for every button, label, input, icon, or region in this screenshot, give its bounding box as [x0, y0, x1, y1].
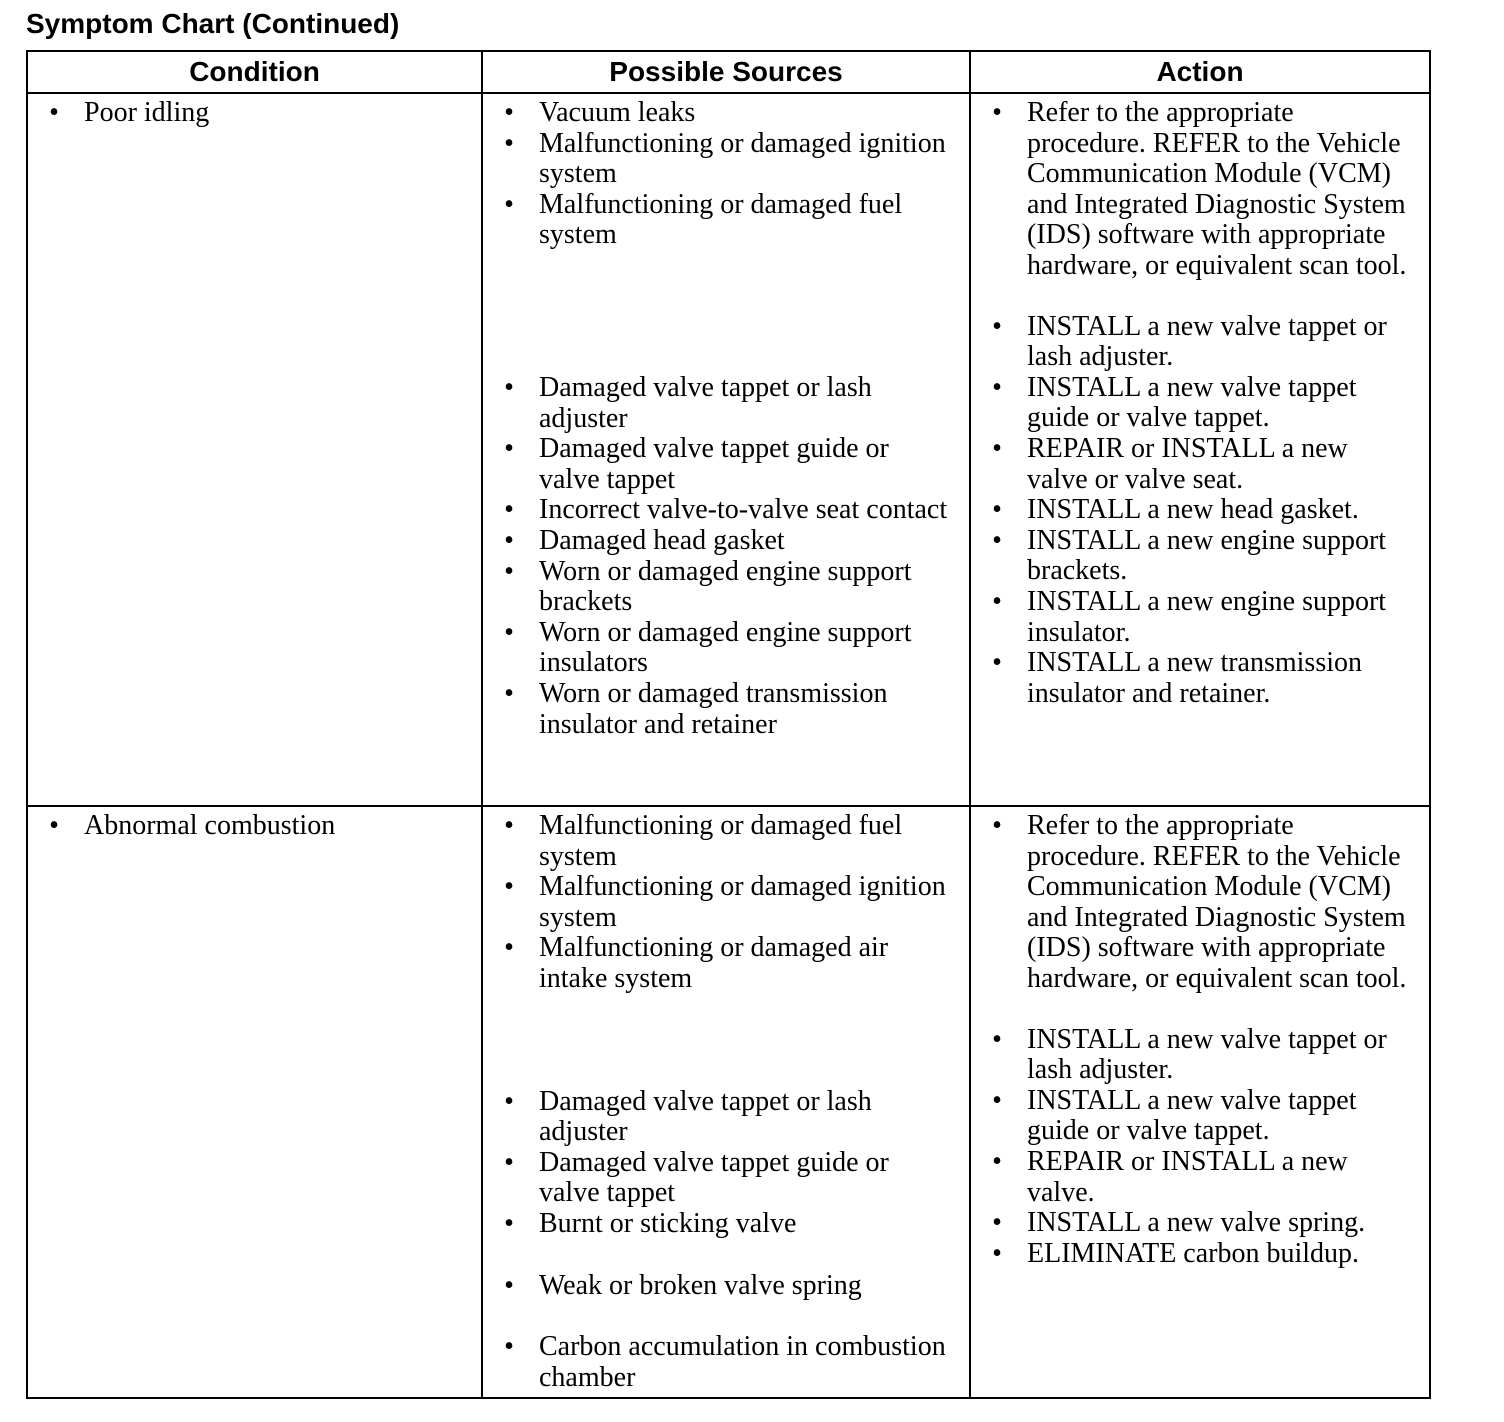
action-text: INSTALL a new valve tappet guide or valve tappet.	[1027, 371, 1357, 434]
list-item	[495, 1148, 955, 1209]
bullet-icon: •	[504, 188, 514, 220]
action-text: INSTALL a new valve tappet or lash adjuster.	[1027, 310, 1387, 373]
list-item	[983, 811, 1415, 995]
actions-list	[983, 811, 1415, 1269]
bullet-icon: •	[504, 494, 514, 526]
action-text: Refer to the appropriate procedure. REFER to the Vehicle Communication Module (VCM) and Integrated Diagnostic System (IDS) software with appropriate hardware, or equivalent scan tool.	[1027, 810, 1407, 994]
table-row	[27, 93, 1430, 806]
bullet-icon: •	[992, 1145, 1002, 1177]
list-item	[983, 1025, 1415, 1086]
source-text: Malfunctioning or damaged fuel system	[539, 188, 903, 251]
list-item	[495, 190, 955, 251]
condition-list	[40, 811, 467, 842]
bullet-icon: •	[992, 1084, 1002, 1116]
action-text: INSTALL a new valve spring.	[1027, 1207, 1366, 1239]
list-item	[495, 495, 955, 526]
action-text: REPAIR or INSTALL a new valve or valve seat.	[1027, 432, 1348, 495]
list-item	[495, 811, 955, 872]
bullet-icon: •	[504, 1207, 514, 1239]
column-header-condition: Condition	[27, 51, 482, 93]
list-item	[983, 648, 1415, 709]
source-text: Damaged head gasket	[539, 524, 785, 556]
list-item	[495, 872, 955, 933]
sources-list	[495, 811, 955, 1393]
list-item	[983, 1147, 1415, 1208]
list-item	[983, 373, 1415, 434]
list-item	[495, 933, 955, 994]
possible-sources-cell	[482, 93, 970, 806]
source-text: Burnt or sticking valve	[539, 1207, 797, 1239]
list-item	[983, 312, 1415, 373]
list-item	[495, 434, 955, 495]
action-text: INSTALL a new engine support insulator.	[1027, 585, 1387, 648]
source-text: Malfunctioning or damaged ignition system	[539, 127, 946, 190]
list-item	[495, 1209, 955, 1240]
possible-sources-cell	[482, 806, 970, 1398]
bullet-icon: •	[504, 1331, 514, 1363]
bullet-icon: •	[504, 616, 514, 648]
actions-list	[983, 98, 1415, 709]
bullet-icon: •	[992, 432, 1002, 464]
bullet-icon: •	[504, 433, 514, 465]
action-text: INSTALL a new valve tappet or lash adjuster.	[1027, 1023, 1387, 1086]
source-text: Malfunctioning or damaged air intake system	[539, 932, 889, 994]
bullet-icon: •	[49, 810, 59, 841]
action-text: ELIMINATE carbon buildup.	[1027, 1237, 1360, 1269]
list-item	[983, 587, 1415, 648]
list-item	[495, 557, 955, 618]
bullet-icon: •	[992, 97, 1002, 128]
bullet-icon: •	[992, 310, 1002, 342]
bullet-icon: •	[504, 1146, 514, 1178]
source-text: Worn or damaged engine support insulators	[539, 616, 912, 679]
column-header-action: Action	[970, 51, 1430, 93]
bullet-icon: •	[504, 555, 514, 587]
source-text: Carbon accumulation in combustion chamber	[539, 1331, 946, 1393]
source-text: Malfunctioning or damaged fuel system	[539, 810, 903, 872]
condition-item	[40, 98, 467, 129]
bullet-icon: •	[992, 810, 1002, 841]
bullet-icon: •	[504, 677, 514, 709]
bullet-icon: •	[504, 871, 514, 903]
list-item	[495, 1332, 955, 1393]
symptom-chart-table	[26, 50, 1431, 1399]
page-title: Symptom Chart (Continued)	[26, 8, 400, 39]
condition-item	[40, 811, 467, 842]
list-item	[983, 1239, 1415, 1270]
list-item	[983, 526, 1415, 587]
bullet-icon: •	[992, 1023, 1002, 1055]
source-text: Incorrect valve-to-valve seat contact	[539, 494, 948, 526]
sources-list	[495, 98, 955, 740]
list-item	[495, 618, 955, 679]
bullet-icon: •	[992, 371, 1002, 403]
list-item	[495, 526, 955, 557]
action-cell	[970, 806, 1430, 1398]
bullet-icon: •	[992, 524, 1002, 556]
action-text: Refer to the appropriate procedure. REFER to the Vehicle Communication Module (VCM) and Integrated Diagnostic System (IDS) software with appropriate hardware, or equivalent scan tool.	[1027, 97, 1407, 281]
source-text: Weak or broken valve spring	[539, 1269, 862, 1301]
list-item	[495, 373, 955, 434]
list-item	[495, 1087, 955, 1148]
bullet-icon: •	[504, 1085, 514, 1117]
list-item	[495, 98, 955, 129]
bullet-icon: •	[504, 932, 514, 964]
list-item	[495, 1271, 955, 1302]
list-item	[983, 1086, 1415, 1147]
list-item	[495, 129, 955, 190]
bullet-icon: •	[992, 1237, 1002, 1269]
source-text: Vacuum leaks	[539, 97, 696, 128]
action-text: INSTALL a new engine support brackets.	[1027, 524, 1387, 587]
condition-cell	[27, 93, 482, 806]
bullet-icon: •	[992, 647, 1002, 679]
table-header-row	[27, 51, 1430, 93]
source-text: Damaged valve tappet or lash adjuster	[539, 371, 872, 434]
source-text: Malfunctioning or damaged ignition system	[539, 871, 946, 933]
list-item	[983, 434, 1415, 495]
condition-text: Poor idling	[84, 97, 210, 128]
action-text: INSTALL a new head gasket.	[1027, 494, 1359, 526]
source-text: Worn or damaged transmission insulator and retainer	[539, 677, 888, 740]
list-item	[983, 495, 1415, 526]
bullet-icon: •	[504, 524, 514, 556]
action-cell	[970, 93, 1430, 806]
table-row	[27, 806, 1430, 1398]
list-item	[983, 98, 1415, 282]
column-header-possible-sources: Possible Sources	[482, 51, 970, 93]
list-item	[495, 679, 955, 740]
condition-text: Abnormal combustion	[84, 810, 336, 841]
action-text: INSTALL a new transmission insulator and retainer.	[1027, 647, 1363, 709]
source-text: Damaged valve tappet guide or valve tappet	[539, 433, 889, 495]
bullet-icon: •	[504, 371, 514, 403]
action-text: REPAIR or INSTALL a new valve.	[1027, 1145, 1348, 1208]
bullet-icon: •	[992, 1207, 1002, 1239]
action-text: INSTALL a new valve tappet guide or valve tappet.	[1027, 1084, 1357, 1147]
bullet-icon: •	[992, 585, 1002, 617]
bullet-icon: •	[504, 97, 514, 128]
bullet-icon: •	[49, 97, 59, 128]
source-text: Damaged valve tappet guide or valve tappet	[539, 1146, 889, 1209]
source-text: Damaged valve tappet or lash adjuster	[539, 1085, 872, 1148]
bullet-icon: •	[504, 810, 514, 841]
list-item	[983, 1208, 1415, 1239]
bullet-icon: •	[992, 494, 1002, 526]
condition-list	[40, 98, 467, 129]
bullet-icon: •	[504, 1269, 514, 1301]
condition-cell	[27, 806, 482, 1398]
bullet-icon: •	[504, 127, 514, 159]
source-text: Worn or damaged engine support brackets	[539, 555, 912, 618]
